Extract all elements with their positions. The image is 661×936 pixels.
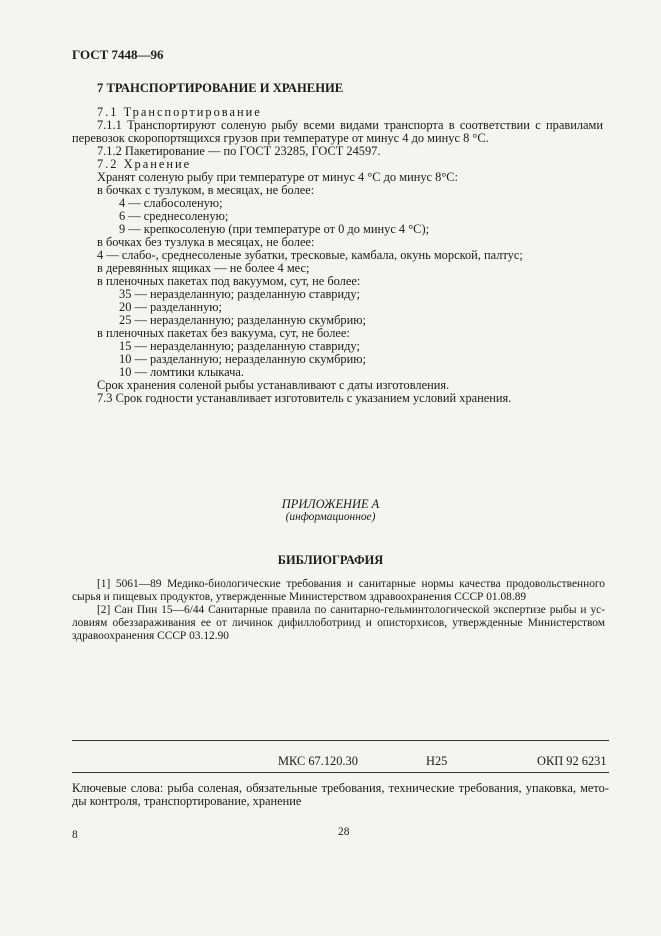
storage-line: 6 — среднесоленую; [119,209,229,223]
storage-line: 10 — разделанную; неразделанную скумбрию; [119,352,366,366]
appendix-title: ПРИЛОЖЕНИЕ А [281,497,380,511]
para-7-1-1: 7.1.1 Транспортируют соленую рыбу всеми видами транспорта в соответствии с правилами [97,118,603,132]
storage-line: 20 — разделанную; [119,300,222,314]
storage-intro: Хранят соленую рыбу при температуре от минус 4 °С до минус 8°С: [97,170,458,184]
page-number-left: 8 [72,829,78,841]
gost-header: ГОСТ 7448—96 [72,47,164,62]
bib-entry-1-cont: сырья и пищевых продуктов, утвержденные Министерством здравоохранения СССР 01.08.89 [72,591,527,603]
page-number-center: 28 [338,826,350,838]
storage-line: в бочках с тузлуком, в месяцах, не более: [97,183,315,197]
storage-line: 4 — слабо-, среднесоленые зубатки, тресковые, камбала, окунь морской, палтус; [97,248,523,262]
bib-entry-1: [1] 5061—89 Медико-биологические требования и санитарные нормы качества продовольственного [97,578,605,590]
storage-line: в бочках без тузлука в месяцах, не более: [97,235,315,249]
storage-line: 25 — неразделанную; разделанную скумбрию; [119,313,366,327]
storage-line: в пленочных пакетах без вакуума, сут, не более: [97,326,350,340]
section-title: 7 ТРАНСПОРТИРОВАНИЕ И ХРАНЕНИЕ [97,81,344,95]
subsection-7-2: 7.2 Хранение [97,157,192,171]
subsection-7-1: 7.1 Транспортирование [97,105,262,119]
storage-line: в деревянных ящиках — не более 4 мес; [97,261,310,275]
storage-line: 35 — неразделанную; разделанную ставриду; [119,287,360,301]
para-7-3: 7.3 Срок годности устанавливает изготовитель с указанием условий хранения. [97,391,512,405]
divider-line [72,740,609,741]
storage-line: в пленочных пакетах под вакуумом, сут, не более: [97,274,361,288]
storage-line: 15 — неразделанную; разделанную ставриду; [119,339,360,353]
bib-entry-2-cont: здравоохранения СССР 03.12.90 [72,630,229,642]
para-7-1-2: 7.1.2 Пакетирование — по ГОСТ 23285, ГОСТ 24597. [97,144,381,158]
storage-line: 4 — слабосоленую; [119,196,223,210]
okp-code: ОКП 92 6231 [537,754,607,768]
storage-line: 9 — крепкосоленую (при температуре от 0 до минус 4 °С); [119,222,430,236]
storage-line: 10 — ломтики клыкача. [119,365,244,379]
mks-code: МКС 67.120.30 [278,754,358,768]
keywords: Ключевые слова: рыба соленая, обязательные требования, технические требования, упаковка, мето- [72,781,609,795]
category-code: Н25 [426,754,448,768]
bibliography-title: БИБЛИОГРАФИЯ [277,553,384,567]
para-7-1-1-cont: перевозок скоропортящихся грузов при температуре от минус 4 до минус 8 °С. [72,131,489,145]
storage-line: Срок хранения соленой рыбы устанавливают с даты изготовления. [97,378,450,392]
keywords-cont: ды контроля, транспортирование, хранение [72,794,302,808]
divider-line [72,772,609,773]
appendix-subtitle: (информационное) [285,511,376,523]
bib-entry-2: [2] Сан Пин 15—6/44 Санитарные правила по санитарно-гельминтологической экспертизе рыбы и ус- [97,604,605,616]
bib-entry-2-cont: ловиям обеззараживания ее от личинок дифиллоботриид и описторхисов, утвержденные Министерством [72,617,605,629]
